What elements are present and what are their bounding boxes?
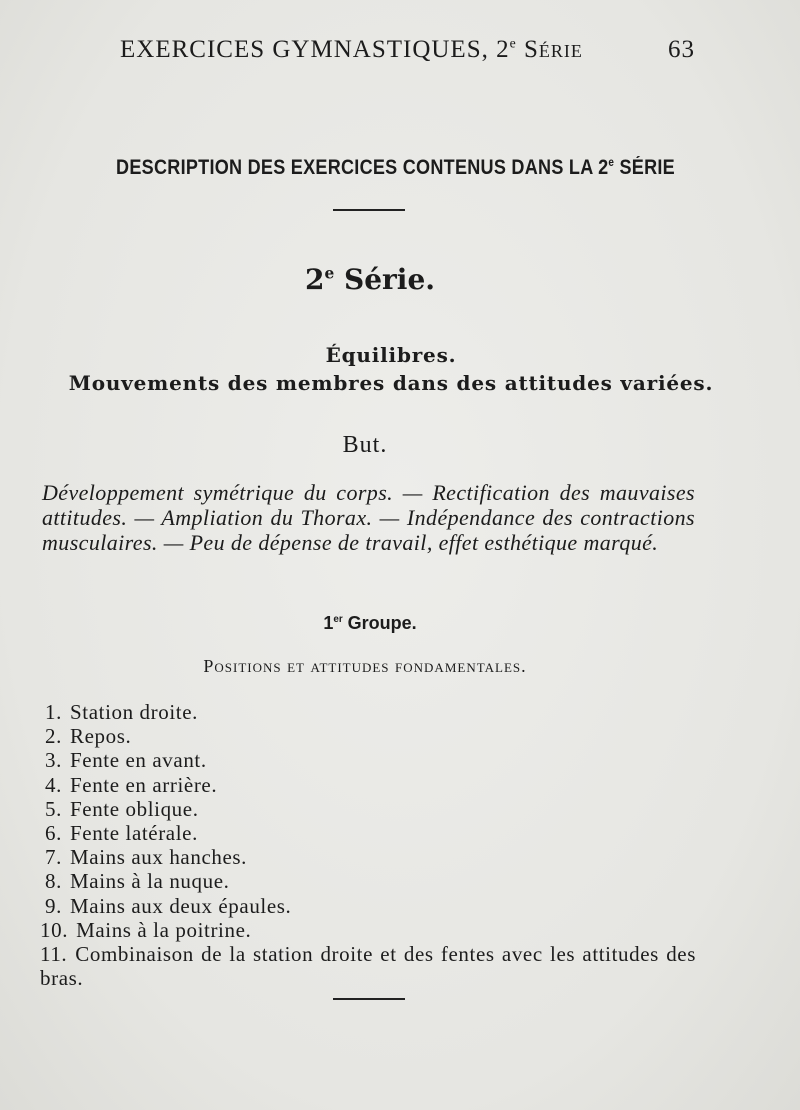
exercise-text: Repos. <box>70 724 132 749</box>
exercise-number: 7. <box>45 845 62 870</box>
exercise-number: 8. <box>45 869 62 894</box>
exercise-number: 2. <box>45 724 62 749</box>
exercise-text: Mains à la poitrine. <box>76 917 252 942</box>
exercise-item <box>40 918 696 942</box>
exercise-item <box>40 869 696 893</box>
exercise-item <box>40 797 696 821</box>
exercise-item <box>40 700 696 724</box>
exercise-number: 10. <box>40 917 69 942</box>
page-number: 63 <box>668 36 695 63</box>
exercise-text: Mains aux deux épaules. <box>70 893 292 918</box>
exercise-list <box>40 700 696 990</box>
heading-equilibres: Équilibres. <box>325 343 457 367</box>
exercise-text: Fente latérale. <box>70 821 198 846</box>
exercise-text: Mains à la nuque. <box>70 869 230 894</box>
exercise-text: Fente oblique. <box>70 796 199 821</box>
running-head-title: EXERCICES GYMNASTIQUES, 2e Série <box>120 35 583 63</box>
exercise-number: 4. <box>45 772 62 797</box>
but-label: But. <box>342 432 388 458</box>
exercise-text: Mains aux hanches. <box>70 845 248 870</box>
exercise-item <box>40 894 696 918</box>
exercise-number: 9. <box>45 893 62 918</box>
exercise-number: 5. <box>45 796 62 821</box>
section-heading: DESCRIPTION DES EXERCICES CONTENUS DANS LA 2e SÉRIE <box>116 156 675 179</box>
exercise-item <box>40 942 696 990</box>
end-rule <box>333 998 405 1000</box>
exercise-number: 11. <box>40 942 68 967</box>
subheading-positions: Positions et attitudes fondamentales. <box>203 656 527 676</box>
exercise-text: Combinaison de la station droite et des fentes avec les attitudes des bras. <box>40 942 696 991</box>
exercise-text: Fente en avant. <box>70 748 207 773</box>
exercise-item <box>40 748 696 772</box>
exercise-number: 1. <box>45 700 62 724</box>
exercise-text: Fente en arrière. <box>70 772 218 797</box>
purpose-paragraph: Développement symétrique du corps. — Rectification des mauvaises attitudes. — Ampliation du Thorax. — Indépendance des contractions musculaires. — Peu de dépense de travail, effet esthétique marqué. <box>42 480 695 555</box>
exercise-number: 6. <box>45 821 62 846</box>
exercise-number: 3. <box>45 748 62 773</box>
exercise-item <box>40 773 696 797</box>
groupe-heading: 1er Groupe. <box>323 613 417 633</box>
exercise-item <box>40 724 696 748</box>
divider-rule <box>333 209 405 211</box>
heading-mouvements: Mouvements des membres dans des attitudes variées. <box>68 371 714 395</box>
serie-title: 2e Série. <box>304 263 435 296</box>
exercise-item <box>40 845 696 869</box>
exercise-item <box>40 821 696 845</box>
exercise-text: Station droite. <box>70 700 198 724</box>
